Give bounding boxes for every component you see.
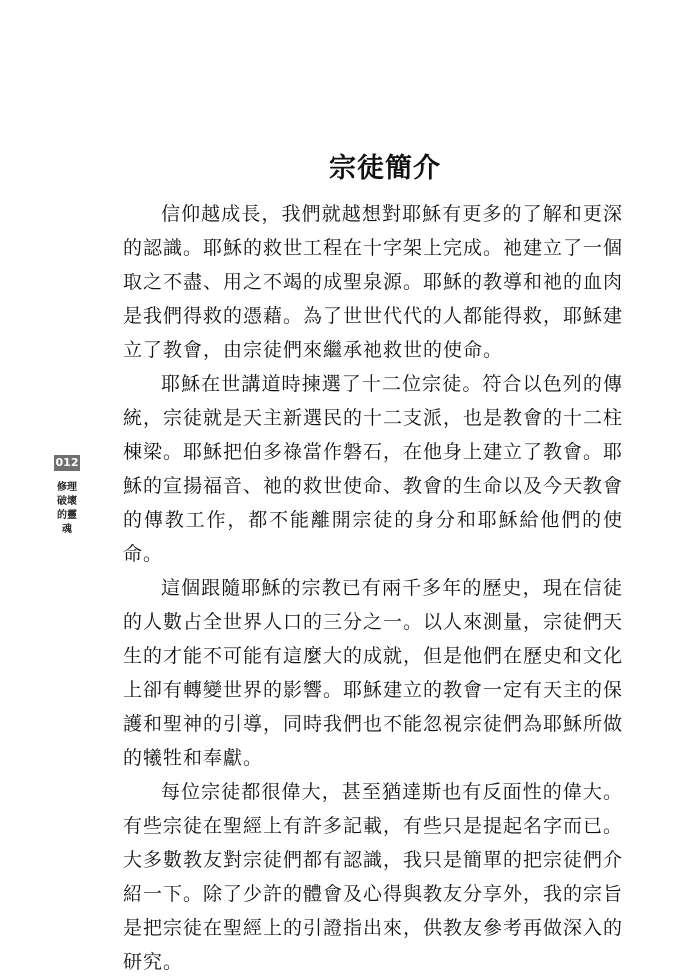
paragraph-1: 信仰越成長，我們就越想對耶穌有更多的了解和更深的認識。耶穌的救世工程在十字架上完成。祂建立了一個取之不盡、用之不竭的成聖泉源。耶穌的教導和祂的血肉是我們得救的憑藉。為了世世代代的人都能得救，耶穌建立了教會，由宗徒們來繼承祂救世的使命。 <box>123 203 624 361</box>
paragraph-2: 耶穌在世講道時揀選了十二位宗徒。符合以色列的傳統，宗徒就是天主新選民的十二支派，也是教會的十二柱棟梁。耶穌把伯多祿當作磐石，在他身上建立了教會。耶穌的宣揚福音、祂的救世使命、教會的生命以及今天教會的傳教工作，都不能離開宗徒的身分和耶穌給他們的使命。 <box>123 373 624 565</box>
running-book-title: 修理破壞的靈魂 <box>57 482 77 535</box>
paragraph-4: 每位宗徒都很偉大，甚至猶達斯也有反面性的偉大。有些宗徒在聖經上有許多記載，有些只是提起名字而已。大多數教友對宗徒們都有認識，我只是簡單的把宗徒們介紹一下。除了少許的體會及心得與教友分享外，我的宗旨是把宗徒在聖經上的引證指出來，供教友參考再做深入的研究。 <box>123 781 624 973</box>
paragraph-3: 這個跟隨耶穌的宗教已有兩千多年的歷史，現在信徒的人數占全世界人口的三分之一。以人來測量，宗徒們天生的才能不可能有這麼大的成就，但是他們在歷史和文化上卻有轉變世界的影響。耶穌建立的教會一定有天主的保護和聖神的引導，同時我們也不能忽視宗徒們為耶穌所做的犧牲和奉獻。 <box>123 577 624 769</box>
page-title: 宗徒簡介 <box>329 153 441 184</box>
body-text <box>123 197 623 979</box>
side-margin-tab <box>54 455 80 537</box>
page-number: 012 <box>55 456 79 469</box>
